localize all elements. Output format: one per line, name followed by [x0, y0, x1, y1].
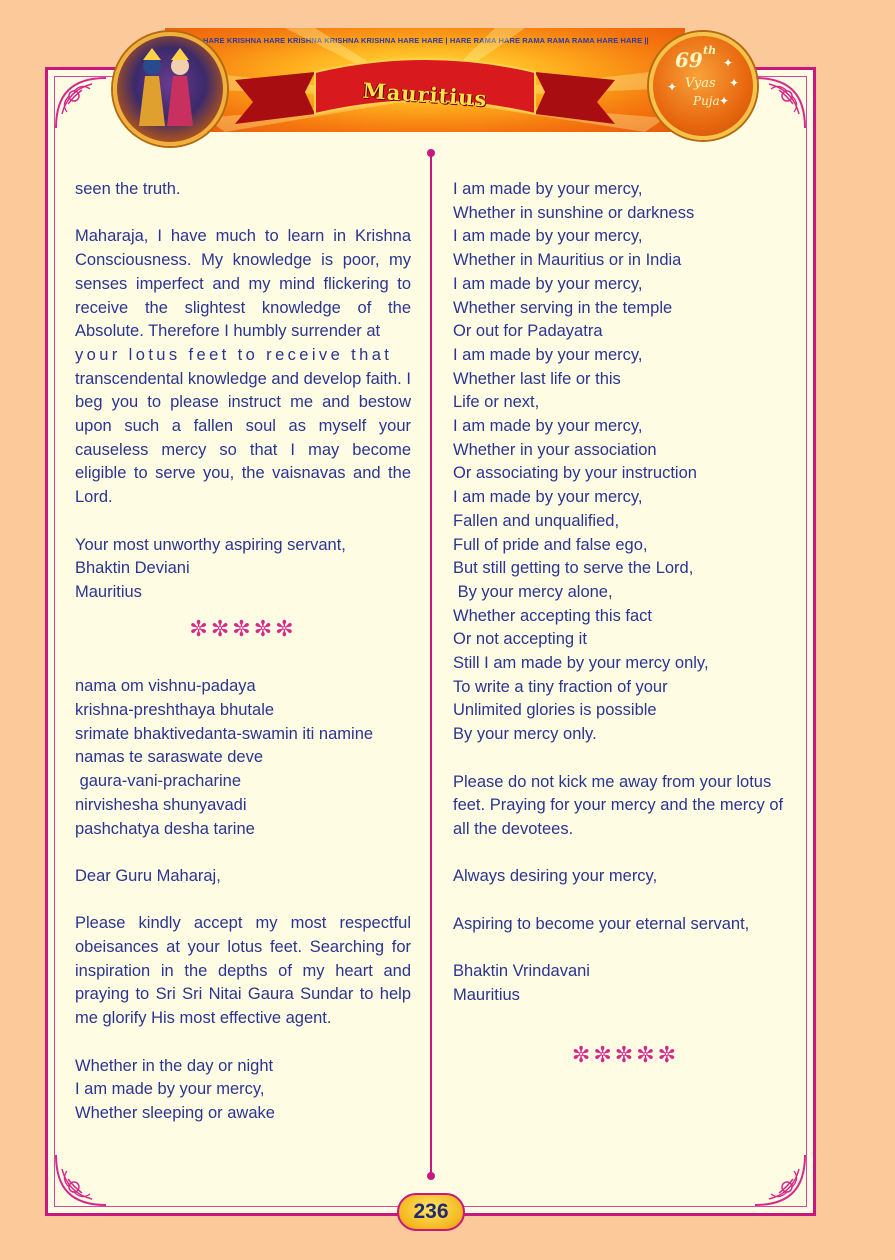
vyas-puja-badge — [649, 32, 757, 140]
paragraph: seen the truth. — [75, 180, 181, 198]
pranam-line: nama om vishnu-padaya — [75, 677, 256, 696]
badge-line-vyas: Vyas — [685, 76, 716, 91]
poem-line: Fallen and unqualified, — [453, 511, 620, 530]
divider-dot-top — [427, 149, 435, 157]
closing-line: Aspiring to become your eternal servant, — [453, 914, 750, 933]
signoff-line: Your most unworthy aspiring servant, — [75, 535, 346, 554]
poem-line: Still I am made by your mercy only, — [453, 654, 709, 673]
mantra-text: HARE KRISHNA HARE KRISHNA KRISHNA KRISHNA HARE HARE | HARE RAMA HARE RAMA RAMA RAMA HARE HARE || — [203, 36, 649, 45]
poem-line: Whether last life or this — [453, 369, 621, 388]
banner-title: Mauritius — [361, 77, 489, 112]
sparkle-icon: ✦ — [729, 76, 740, 90]
poem-line: Or out for Padayatra — [453, 322, 603, 341]
star-separator: ✼✼✼✼✼ — [571, 1042, 680, 1068]
paragraph: Please kindly accept my most respectful obeisances at your lotus feet. Searching for inspiration in the depths of my heart and praying to Sri Sri Nitai Gaura Sundar to help me glorify His most effective agent. — [75, 914, 411, 1028]
star-separator: ✼✼✼✼✼ — [189, 615, 297, 641]
poem-line: I am made by your mercy, — [453, 345, 643, 364]
corner-ornament-icon — [52, 74, 110, 132]
paragraph: Please do not kick me away from your lotus feet. Praying for your mercy and the mercy of all the devotees. — [453, 772, 784, 838]
closing-line: Always desiring your mercy, — [453, 867, 658, 886]
poem-line: Whether in sunshine or darkness — [453, 203, 695, 222]
deity-image-medallion — [113, 32, 227, 146]
poem-line: Whether sleeping or awake — [75, 1103, 275, 1122]
pranam-line: namas te saraswate deve — [75, 748, 264, 767]
poem-line: By your mercy only. — [453, 725, 597, 744]
pranam-line: nirvishesha shunyavadi — [75, 795, 247, 814]
corner-ornament-icon — [751, 1151, 809, 1209]
pranam-line: srimate bhaktivedanta-swamin iti namine — [75, 724, 374, 743]
poem-line: Whether accepting this fact — [453, 606, 653, 625]
sparkle-icon: ✦ — [719, 94, 730, 108]
badge-suffix: th — [703, 44, 717, 57]
paragraph: Maharaja, I have much to learn in Krishna Consciousness. My knowledge is poor, my senses imperfect and my mind flickering to receive the slightest knowledge of the Absolute. Therefore I humbly surrender at — [75, 227, 411, 341]
poem-line: I am made by your mercy, — [75, 1080, 265, 1099]
salutation: Dear Guru Maharaj, — [75, 866, 221, 885]
poem-line: I am made by your mercy, — [453, 227, 643, 246]
paragraph-line: your lotus feet to receive that — [75, 345, 393, 364]
poem-line: Or associating by your instruction — [453, 464, 697, 483]
pranam-line: gaura-vani-pracharine — [75, 772, 242, 791]
badge-number: 69 — [675, 48, 703, 72]
poem-line: Whether in your association — [453, 440, 657, 459]
signoff-name: Bhaktin Deviani — [75, 559, 190, 578]
poem-line: By your mercy alone, — [453, 582, 613, 601]
header-banner — [165, 28, 685, 132]
poem-line: I am made by your mercy, — [453, 488, 643, 507]
poem-line: But still getting to serve the Lord, — [453, 559, 694, 578]
right-column — [453, 178, 798, 1078]
poem-line: I am made by your mercy, — [453, 417, 643, 436]
poem-line: Unlimited glories is possible — [453, 701, 657, 720]
ribbon-banner-icon — [165, 28, 685, 132]
poem-line: Full of pride and false ego, — [453, 535, 648, 554]
column-divider — [430, 151, 432, 1177]
pranam-line: krishna-preshthaya bhutale — [75, 701, 275, 720]
poem-line: Whether in Mauritius or in India — [453, 251, 682, 270]
divider-dot-bottom — [427, 1172, 435, 1180]
signoff-place: Mauritius — [75, 582, 142, 601]
poem-line: Or not accepting it — [453, 630, 587, 649]
poem-line: Whether serving in the temple — [453, 298, 673, 317]
sparkle-icon: ✦ — [723, 56, 734, 70]
corner-ornament-icon — [52, 1151, 110, 1209]
pranam-line: pashchatya desha tarine — [75, 819, 255, 838]
page-number: 236 — [397, 1193, 465, 1231]
poem-line: I am made by your mercy, — [453, 180, 643, 198]
badge-line-puja: Puja — [693, 94, 720, 108]
signoff-name: Bhaktin Vrindavani — [453, 962, 590, 981]
signoff-place: Mauritius — [453, 985, 520, 1004]
sparkle-icon: ✦ — [667, 80, 678, 94]
corner-ornament-icon — [751, 74, 809, 132]
poem-line: Whether in the day or night — [75, 1056, 274, 1075]
poem-line: To write a tiny fraction of your — [453, 677, 668, 696]
poem-line: I am made by your mercy, — [453, 274, 643, 293]
deity-figures-icon — [117, 36, 215, 134]
left-column — [75, 178, 411, 1126]
poem-line: Life or next, — [453, 393, 540, 412]
paragraph: transcendental knowledge and develop faith. I beg you to please instruct me and bestow upon such a fallen soul as myself your causeless mercy so that I may become eligible to serve you, the vaisnavas and the Lord. — [75, 369, 411, 507]
